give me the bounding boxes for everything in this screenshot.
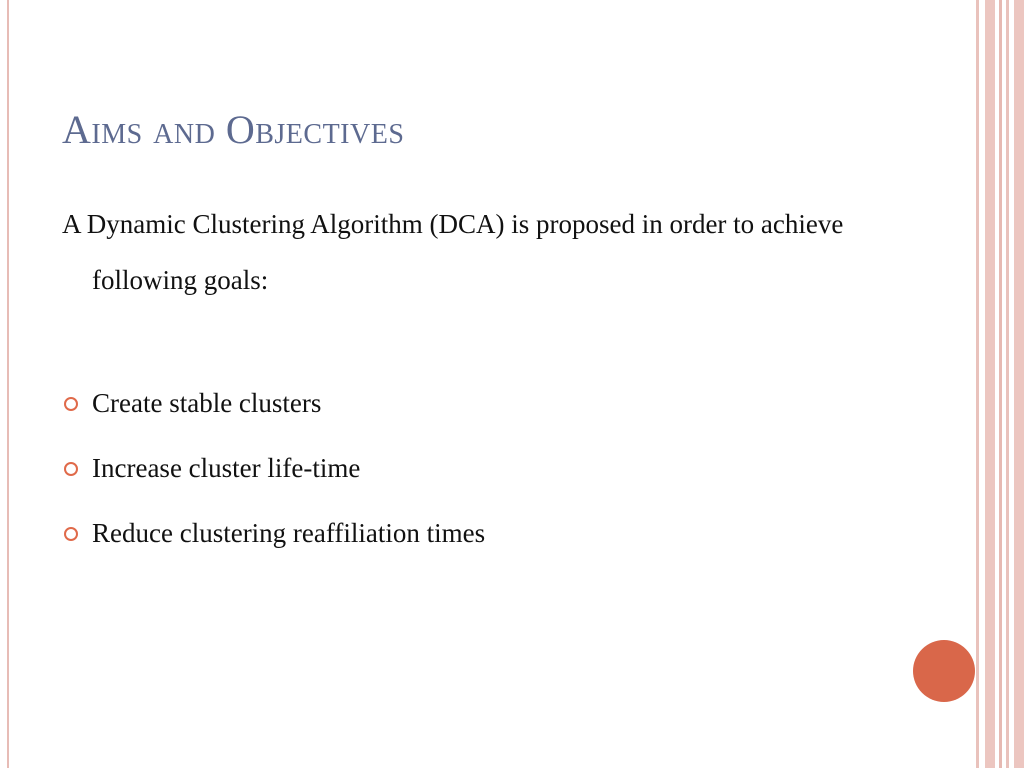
bullet-text: Reduce clustering reaffiliation times	[92, 518, 486, 548]
decorative-stripe	[999, 0, 1002, 768]
decorative-stripe	[1014, 0, 1024, 768]
ring-bullet-icon	[64, 462, 78, 476]
decorative-stripe	[1006, 0, 1009, 768]
decorative-stripe	[985, 0, 995, 768]
left-border-rule	[7, 0, 9, 768]
decorative-stripe	[976, 0, 979, 768]
ring-bullet-icon	[64, 527, 78, 541]
decorative-circle	[913, 640, 975, 702]
slide-title: Aims and Objectives	[62, 107, 405, 152]
ring-bullet-icon	[64, 397, 78, 411]
bullet-text: Create stable clusters	[92, 388, 322, 418]
intro-paragraph: A Dynamic Clustering Algorithm (DCA) is proposed in order to achieve following goals:	[62, 209, 844, 295]
bullet-text: Increase cluster life-time	[92, 453, 361, 483]
